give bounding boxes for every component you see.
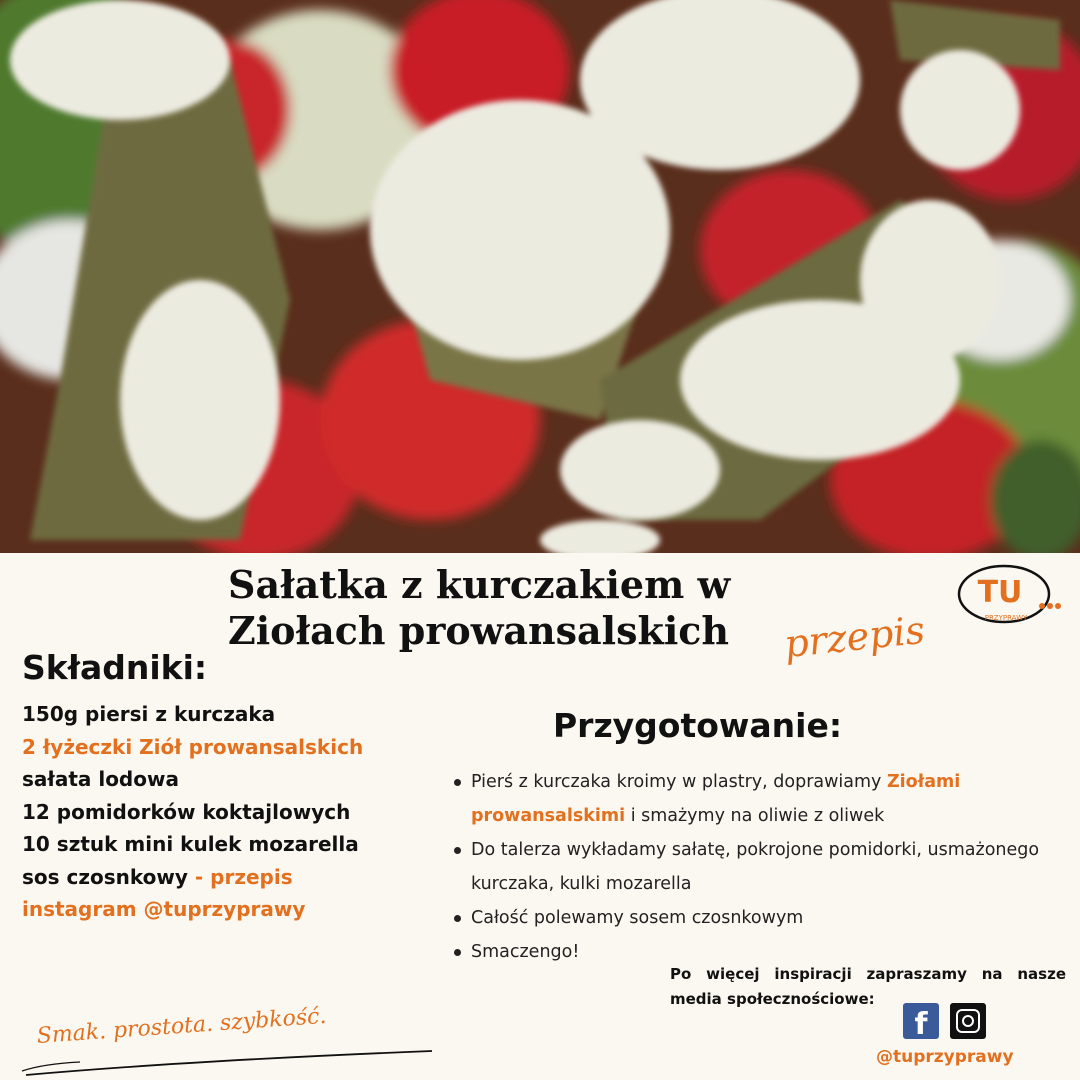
sauce-recipe-link[interactable]: - przepis: [194, 864, 293, 889]
preparation-step: Smaczengo!: [452, 935, 1077, 969]
step-text: Pierś z kurczaka kroimy w plastry, doprawiamy: [471, 772, 887, 792]
ingredient-item: 2 łyżeczki Ziół prowansalskich: [22, 734, 364, 759]
instagram-icon[interactable]: [950, 1003, 986, 1039]
slogan: Smak. prostota. szybkość.: [36, 1003, 328, 1049]
logo-sub: PRZYPRAWY: [984, 614, 1028, 622]
ingredient-item: 12 pomidorków koktajlowych: [22, 799, 351, 824]
preparation-step: Do talerza wykładamy sałatę, pokrojone pomidorki, usmażonego kurczaka, kulki mozarella: [452, 833, 1077, 901]
step-highlight: Ziołami prowansalskimi: [471, 772, 961, 826]
facebook-icon[interactable]: f: [903, 1003, 939, 1039]
preparation-step: [452, 765, 1077, 833]
step-text: i smażymy na oliwie z oliwek: [625, 806, 885, 826]
preparation-steps: [452, 765, 1077, 969]
ingredient-item: 10 sztuk mini kulek mozarella: [22, 832, 359, 856]
recipe-title-line2: Ziołach prowansalskich: [228, 608, 730, 653]
ingredient-item-sauce: [22, 861, 442, 894]
ingredient-item: 150g piersi z kurczaka: [22, 702, 276, 726]
instagram-link[interactable]: instagram @tuprzyprawy: [22, 897, 306, 921]
ingredients-heading: Składniki:: [22, 648, 208, 687]
social-handle[interactable]: @tuprzyprawy: [876, 1047, 1014, 1067]
social-invite-text: Po więcej inspiracji zapraszamy na nasze media społecznościowe:: [670, 965, 1066, 1008]
recipe-title: [228, 562, 828, 654]
ingredients-list: [22, 698, 442, 926]
logo-mark: TU: [977, 575, 1023, 610]
preparation-heading: Przygotowanie:: [553, 706, 843, 745]
ingredient-item: sałata lodowa: [22, 767, 179, 791]
slogan-underline: [20, 1035, 440, 1080]
recipe-title-line1: Sałatka z kurczakiem w: [228, 562, 731, 607]
tu-przyprawy-logo: [956, 560, 1068, 632]
preparation-step: Całość polewamy sosem czosnkowym: [452, 901, 1077, 935]
ingredient-item: sos czosnkowy: [22, 864, 188, 889]
przepis-label: przepis: [782, 607, 927, 667]
